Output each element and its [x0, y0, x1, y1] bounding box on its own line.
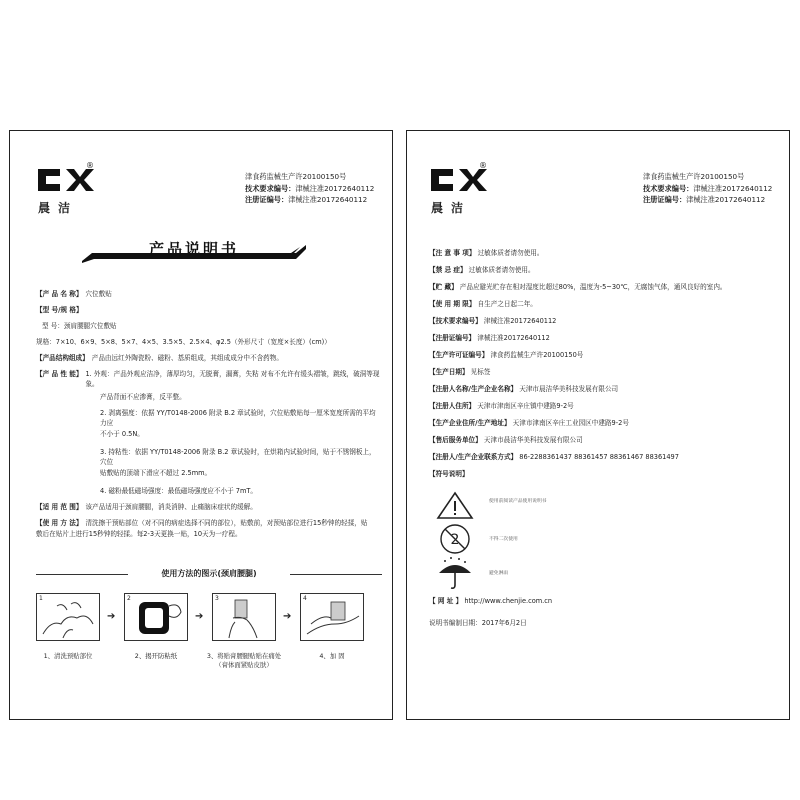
info-row: 【型 号/规 格】	[36, 306, 83, 314]
apply-patch-illustration-icon	[213, 594, 275, 640]
step-caption: 4、加 固	[319, 652, 345, 660]
brand-logo	[429, 161, 491, 215]
license-line: 注册证编号：津械注准20172640112	[643, 195, 766, 205]
info-row: 【产 品 名 称】 穴位敷贴	[36, 290, 112, 298]
title-banner	[82, 235, 306, 263]
left-page	[9, 130, 393, 720]
washing-illustration-icon	[37, 594, 99, 640]
symbol-caption: 使用前阅读产品使用说明书	[489, 499, 547, 504]
step-caption: 1、清洗预贴部位	[43, 652, 93, 660]
perf-line: 产品背面不应渗膏，反平整。	[100, 393, 186, 401]
product-details	[429, 248, 779, 486]
detail-row: 【注册人住所】 天津市津南区辛庄镇中建路9-2号	[429, 402, 574, 410]
step-figure-4: 4	[300, 593, 364, 641]
license-line: 技术要求编号：津械注准20172640112	[245, 183, 375, 193]
svg-text:2: 2	[450, 532, 460, 548]
step-caption: 2、揭开防粘纸	[134, 652, 178, 660]
step-caption: 3、将贴膏腰腿贴贴在痛处 （膏体面紧贴皮肤）	[206, 652, 282, 669]
perf-line: 2. 剥离强度：依据 YY/T0148-2006 附录 B.2 章试验时，穴位贴敷贴每一厘米宽度所需的平均力应	[100, 409, 376, 427]
no-reuse-icon	[435, 521, 475, 557]
peel-illustration-icon	[125, 594, 187, 640]
step-figure-1: 1	[36, 593, 100, 641]
detail-row: 【技术要求编号】 津械注准20172640112	[429, 317, 557, 325]
registered-mark: ®	[479, 161, 487, 170]
brand-name: 晨洁	[38, 201, 79, 215]
step-figure-2: 2	[124, 593, 188, 641]
usage-title: 使用方法的图示(颈肩腰腿)	[161, 569, 257, 578]
detail-row: 【贮 藏】 产品应避光贮存在相对湿度比超过80%，温度为-5~30℃，无腐蚀气体，通风良好的室内。	[429, 283, 727, 291]
method-continued: 敷后在贴片上进行15秒钟的轻揉。每2-3天更换一贴，10天为一疗程。	[36, 530, 242, 538]
info-row: 【使 用 方 法】 清洗擦干预贴部位（对不同的病症选择不同的部位），贴敷前，对预贴部位进行15秒钟的轻揉，贴	[36, 519, 368, 527]
symbol-caption: 不得二次使用	[489, 537, 518, 542]
detail-row: 【注 意 事 项】 过敏体质者请勿使用。	[429, 249, 544, 257]
perf-line: 4. 磁粉最低磁场强度：最低磁场强度应不小于 7mT。	[100, 487, 258, 495]
usage-heading	[36, 568, 382, 580]
website-line: 【 网 址 】 http://www.chenjie.com.cn	[429, 597, 553, 605]
right-page	[406, 130, 790, 720]
detail-row: 【注册人名称/生产企业名称】 天津市晨洁华美科技发展有限公司	[429, 385, 619, 393]
detail-row: 【注册人/生产企业联系方式】 86-2288361437 88361457 88361467 88361497	[429, 453, 679, 461]
detail-row: 【符号说明】	[429, 470, 469, 478]
warning-triangle-icon	[435, 487, 475, 523]
perf-line: 不小于 0.5N。	[100, 430, 144, 438]
press-patch-illustration-icon	[301, 594, 363, 640]
product-info	[36, 289, 382, 539]
umbrella-icon	[435, 555, 475, 591]
website-link[interactable]: http://www.chenjie.com.cn	[464, 597, 553, 605]
step-arrow-icon: ➔	[107, 611, 116, 622]
brand-name: 晨洁	[431, 201, 472, 215]
license-block	[245, 171, 374, 206]
perf-line: 3. 持粘性：依据 YY/T0148-2006 附录 B.2 章试验时，在烘箱内试验时间，贴于不锈钢板上，穴位	[100, 448, 376, 466]
perf-line: 贴敷贴的顶端下滑应不超过 2.5mm。	[100, 469, 212, 477]
detail-row: 【注册证编号】 津械注准20172640112	[429, 334, 550, 342]
step-figure-3: 3	[212, 593, 276, 641]
info-row: 【适 用 范 围】 该产品适用于颈肩腰腿，消炎消肿、止痛脑床症状的缓解。	[36, 503, 257, 511]
detail-row: 【生产许可证编号】 津食药监械生产许20100150号	[429, 351, 584, 359]
step-arrow-icon: ➔	[283, 611, 292, 622]
detail-row: 【生产企业住所/生产地址】 天津市津南区辛庄工业园区中建路9-2号	[429, 419, 629, 427]
license-line: 津食药监械生产许20100150号	[245, 172, 347, 181]
info-row: 规格：7×10、6×9、5×8、5×7、4×5、3.5×5、2.5×4、φ2.5（外形尺寸（宽度×长度）(cm)）	[36, 338, 331, 346]
license-line: 注册证编号：津械注准20172640112	[245, 195, 368, 205]
registered-mark: ®	[86, 161, 94, 170]
info-row: 型 号：颈肩腰腿穴位敷贴	[42, 322, 117, 330]
license-line: 技术要求编号：津械注准20172640112	[643, 183, 773, 193]
page-title: 产品说明书	[148, 240, 239, 258]
license-line: 津食药监械生产许20100150号	[643, 172, 745, 181]
info-row: 【产品结构组成】 产品由远红外陶瓷粉、磁粉、基质组成，其组成成分中不含药物。	[36, 354, 283, 362]
brand-logo	[36, 161, 98, 215]
detail-row: 【使 用 期 限】 自生产之日起二年。	[429, 300, 537, 308]
detail-row: 【售后服务单位】 天津市晨洁华美科技发展有限公司	[429, 436, 583, 444]
compile-date: 说明书编制日期：2017年6月2日	[429, 619, 527, 627]
info-row: 【产 品 性 能】 1. 外观：产品外观应洁净，薄厚均匀，无脱膏，漏膏，失粘 对布不允许有缓头褶皱，跳线，破洞等现象。	[36, 370, 380, 388]
detail-row: 【禁 忌 症】 过敏体质者请勿使用。	[429, 266, 535, 274]
symbol-caption: 避免淋雨	[489, 571, 509, 576]
detail-row: 【生产日期】 见标签	[429, 368, 491, 376]
license-block	[643, 171, 772, 206]
step-arrow-icon: ➔	[195, 611, 204, 622]
